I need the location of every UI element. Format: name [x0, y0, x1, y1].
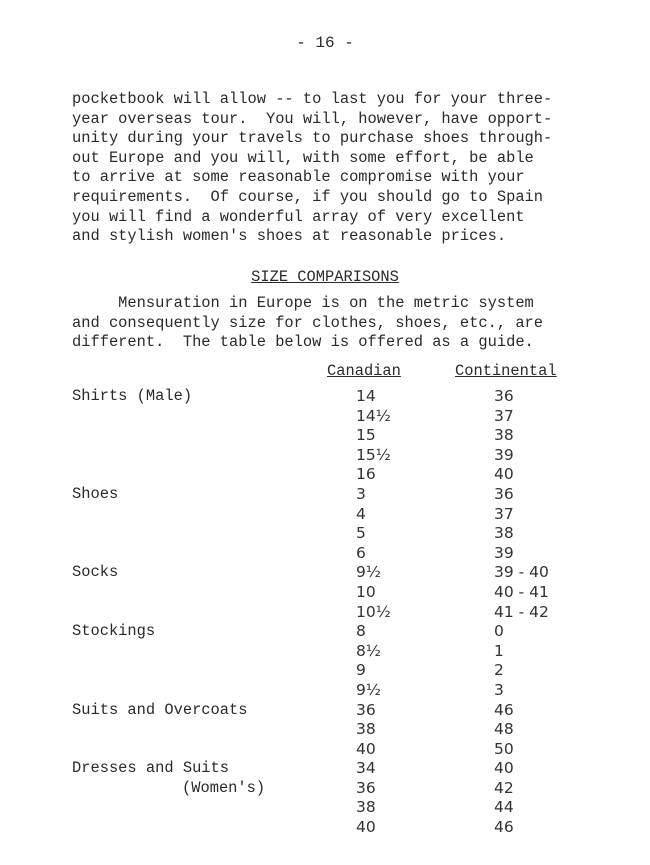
category-label: Dresses and Suits	[72, 759, 230, 778]
paragraph-line: you will find a wonderful array of very excellent	[72, 207, 525, 226]
continental-size: 36	[494, 387, 514, 405]
intro-paragraph	[72, 90, 592, 247]
canadian-size: 40	[356, 739, 376, 758]
continental-size: 40 - 41	[494, 582, 549, 601]
continental-size: 39	[494, 445, 514, 464]
category-label: Socks	[72, 563, 119, 582]
table-row	[0, 446, 650, 466]
canadian-size: 10½	[356, 602, 391, 621]
canadian-size: 6	[356, 543, 366, 562]
canadian-size: 34	[356, 759, 376, 778]
table-row	[0, 720, 650, 740]
paragraph-line: pocketbook will allow -- to last you for your three-	[72, 90, 553, 108]
table-row	[0, 524, 650, 544]
continental-size: 44	[494, 798, 514, 817]
paragraph-line: different. The table below is offered as a guide.	[72, 333, 534, 352]
canadian-size: 16	[356, 465, 376, 484]
category-sublabel: (Women's)	[182, 778, 266, 797]
continental-size: 39	[494, 543, 514, 562]
mensuration-paragraph	[72, 294, 592, 353]
paragraph-line: year overseas tour. You will, however, have opport-	[72, 109, 553, 128]
canadian-size: 8	[356, 622, 366, 641]
paragraph-line: to arrive at some reasonable compromise with your	[72, 168, 525, 187]
continental-size: 2	[494, 661, 504, 680]
table-row	[0, 485, 650, 505]
column-header-canadian: Canadian	[327, 362, 401, 380]
canadian-size: 15	[356, 426, 376, 445]
canadian-size: 14½	[356, 406, 391, 425]
canadian-size: 3	[356, 484, 366, 503]
table-row	[0, 505, 650, 525]
table-row	[0, 759, 650, 779]
table-row	[0, 407, 650, 427]
canadian-size: 8½	[356, 641, 381, 660]
continental-size: 48	[494, 720, 514, 739]
category-label: Stockings	[72, 622, 156, 641]
canadian-size: 10	[356, 582, 376, 601]
category-label: Shoes	[72, 484, 119, 503]
table-row	[0, 465, 650, 485]
canadian-size: 40	[356, 818, 376, 837]
canadian-size: 14	[356, 387, 376, 405]
category-label: Shirts (Male)	[72, 387, 193, 405]
continental-size: 42	[494, 778, 514, 797]
paragraph-line: and consequently size for clothes, shoes, etc., are	[72, 313, 544, 332]
canadian-size: 4	[356, 504, 366, 523]
paragraph-line: and stylish women's shoes at reasonable prices.	[72, 227, 507, 246]
table-row	[0, 642, 650, 662]
canadian-size: 9	[356, 661, 366, 680]
canadian-size: 38	[356, 798, 376, 817]
table-row	[0, 818, 650, 838]
section-title: SIZE COMPARISONS	[251, 268, 399, 286]
canadian-size: 5	[356, 524, 366, 543]
category-label: Suits and Overcoats	[72, 700, 248, 719]
table-row	[0, 563, 650, 583]
continental-size: 41 - 42	[494, 602, 549, 621]
table-row	[0, 798, 650, 818]
continental-size: 38	[494, 426, 514, 445]
table-row	[0, 583, 650, 603]
table-row	[0, 426, 650, 446]
column-header-continental: Continental	[455, 362, 557, 380]
size-comparison-table	[0, 387, 650, 838]
paragraph-line: out Europe and you will, with some effort, be able	[72, 148, 534, 167]
table-row	[0, 603, 650, 623]
table-row	[0, 779, 650, 799]
continental-size: 37	[494, 504, 514, 523]
canadian-size: 9½	[356, 563, 381, 582]
canadian-size: 9½	[356, 680, 381, 699]
table-row	[0, 544, 650, 564]
page-number: - 16 -	[296, 34, 354, 52]
paragraph-line: requirements. Of course, if you should go to Spain	[72, 187, 544, 206]
continental-size: 39 - 40	[494, 563, 549, 582]
canadian-size: 15½	[356, 445, 391, 464]
paragraph-line: Mensuration in Europe is on the metric system	[72, 294, 534, 312]
table-row	[0, 387, 650, 407]
continental-size: 50	[494, 739, 514, 758]
table-row	[0, 740, 650, 760]
continental-size: 37	[494, 406, 514, 425]
continental-size: 46	[494, 818, 514, 837]
continental-size: 0	[494, 622, 504, 641]
continental-size: 3	[494, 680, 504, 699]
table-row	[0, 701, 650, 721]
table-row	[0, 681, 650, 701]
paragraph-line: unity during your travels to purchase shoes through-	[72, 129, 553, 148]
continental-size: 40	[494, 759, 514, 778]
continental-size: 1	[494, 641, 504, 660]
continental-size: 46	[494, 700, 514, 719]
canadian-size: 38	[356, 720, 376, 739]
continental-size: 40	[494, 465, 514, 484]
table-row	[0, 622, 650, 642]
continental-size: 38	[494, 524, 514, 543]
continental-size: 36	[494, 484, 514, 503]
canadian-size: 36	[356, 700, 376, 719]
canadian-size: 36	[356, 778, 376, 797]
table-row	[0, 661, 650, 681]
